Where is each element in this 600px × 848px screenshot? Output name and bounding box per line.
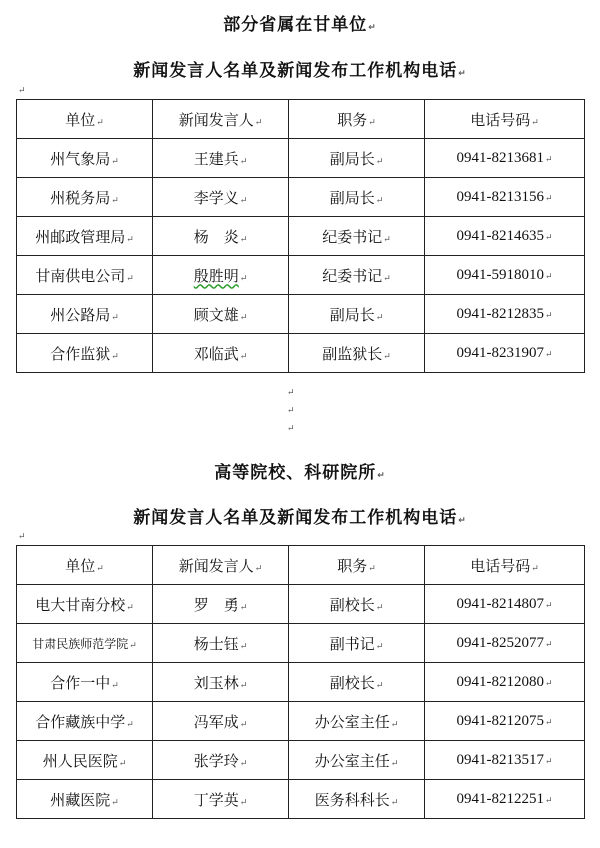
- cell-end-mark-icon: ↵: [544, 231, 553, 242]
- cell-end-mark-icon: ↵: [544, 153, 553, 164]
- cell-end-mark-icon: ↵: [383, 351, 391, 362]
- cell-end-mark-icon: ↵: [375, 641, 384, 652]
- phone-cell-text: 0941-8213156: [456, 188, 544, 205]
- position-cell: [289, 663, 425, 702]
- phone-cell-text: 0941-8214635: [456, 227, 544, 244]
- cell-end-mark-icon: ↵: [239, 797, 248, 808]
- section1-table: [16, 99, 585, 373]
- unit-cell: [17, 295, 153, 334]
- position-cell: [289, 256, 425, 295]
- unit-cell-text: 电大甘南分校: [35, 595, 126, 614]
- cell-end-mark-icon: ↵: [375, 602, 384, 613]
- column-header-text: 职务: [337, 556, 368, 575]
- spokesperson-cell: [153, 139, 289, 178]
- phone-cell-text: 0941-8213517: [456, 751, 544, 768]
- phone-cell: [425, 780, 585, 819]
- cell-end-mark-icon: ↵: [383, 273, 391, 284]
- cell-end-mark-icon: ↵: [129, 640, 137, 651]
- cell-end-mark-icon: ↵: [544, 638, 553, 649]
- cell-end-mark-icon: ↵: [239, 641, 248, 652]
- unit-cell-text: 合作监狱: [50, 344, 111, 363]
- column-header: [153, 546, 289, 585]
- cell-end-mark-icon: ↵: [239, 758, 248, 769]
- spokesperson-cell: [153, 178, 289, 217]
- cell-end-mark-icon: ↵: [531, 117, 539, 128]
- position-cell: [289, 139, 425, 178]
- paragraph-mark-icon: ↵: [287, 388, 295, 398]
- section1-title: 部分省属在甘单位↵: [223, 15, 377, 35]
- unit-cell: [17, 780, 153, 819]
- column-header: [289, 100, 425, 139]
- paragraph-mark-icon: ↵: [368, 23, 377, 33]
- phone-cell: [425, 334, 585, 373]
- column-header-text: 单位: [65, 110, 96, 129]
- unit-cell-text: 州税务局: [50, 188, 111, 207]
- unit-cell: [17, 741, 153, 780]
- phone-cell: [425, 624, 585, 663]
- cell-end-mark-icon: ↵: [239, 719, 248, 730]
- spokesperson-cell: [153, 624, 289, 663]
- spokesperson-cell: [153, 256, 289, 295]
- unit-cell-text: 合作一中: [50, 673, 111, 692]
- cell-end-mark-icon: ↵: [368, 563, 376, 574]
- section2-subtitle: 新闻发言人名单及新闻发布工作机构电话↵: [133, 508, 467, 528]
- paragraph-mark-icon: ↵: [377, 471, 386, 481]
- unit-cell-text: 甘肃民族师范学院: [32, 636, 129, 651]
- spokesperson-cell: [153, 334, 289, 373]
- spokesperson-cell-text: 杨士钰: [193, 634, 239, 653]
- position-cell: [289, 295, 425, 334]
- spokesperson-cell-text: 王建兵: [193, 149, 239, 168]
- phone-cell-text: 0941-8231907: [456, 344, 544, 361]
- cell-end-mark-icon: ↵: [111, 797, 119, 808]
- cell-end-mark-icon: ↵: [390, 797, 399, 808]
- paragraph-mark-icon: ↵: [458, 69, 467, 79]
- cell-end-mark-icon: ↵: [254, 563, 263, 574]
- cell-end-mark-icon: ↵: [375, 195, 384, 206]
- table-row: [17, 256, 585, 295]
- position-cell-text: 副监狱长: [322, 344, 383, 363]
- paragraph-mark-icon: ↵: [18, 532, 26, 542]
- section2-table: [16, 545, 585, 819]
- position-cell-text: 副局长: [329, 188, 375, 207]
- phone-cell: [425, 741, 585, 780]
- phone-cell-text: 0941-5918010: [456, 266, 544, 283]
- unit-cell: [17, 217, 153, 256]
- unit-cell-text: 甘南供电公司: [35, 266, 126, 285]
- unit-cell: [17, 624, 153, 663]
- cell-end-mark-icon: ↵: [111, 195, 119, 206]
- table-row: [17, 741, 585, 780]
- spokesperson-cell: [153, 295, 289, 334]
- column-header: [17, 100, 153, 139]
- column-header: [425, 546, 585, 585]
- position-cell-text: 副书记: [329, 634, 375, 653]
- cell-end-mark-icon: ↵: [375, 156, 384, 167]
- position-cell: [289, 780, 425, 819]
- cell-end-mark-icon: ↵: [254, 117, 263, 128]
- spokesperson-cell-text: 邓临武: [193, 344, 239, 363]
- paragraph-mark-icon: ↵: [458, 516, 467, 526]
- paragraph-mark-icon: ↵: [287, 424, 295, 434]
- spokesperson-cell-text: 杨 炎: [193, 227, 239, 246]
- position-cell-text: 副校长: [329, 595, 375, 614]
- phone-cell: [425, 178, 585, 217]
- cell-end-mark-icon: ↵: [383, 234, 391, 245]
- position-cell: [289, 334, 425, 373]
- cell-end-mark-icon: ↵: [239, 195, 248, 206]
- phone-cell-text: 0941-8214807: [456, 595, 544, 612]
- column-header-text: 新闻发言人: [178, 110, 254, 129]
- cell-end-mark-icon: ↵: [544, 677, 553, 688]
- table-row: [17, 663, 585, 702]
- spokesperson-cell: [153, 741, 289, 780]
- unit-cell-text: 州藏医院: [50, 790, 111, 809]
- cell-end-mark-icon: ↵: [544, 599, 553, 610]
- spokesperson-cell-text: 丁学英: [193, 790, 239, 809]
- table-row: [17, 624, 585, 663]
- unit-cell-text: 州人民医院: [42, 751, 118, 770]
- position-cell: [289, 741, 425, 780]
- position-cell: [289, 178, 425, 217]
- table-row: [17, 178, 585, 217]
- table-header-row: [17, 546, 585, 585]
- spokesperson-cell: [153, 702, 289, 741]
- unit-cell: [17, 585, 153, 624]
- column-header-text: 电话号码: [470, 110, 531, 129]
- section2-title: 高等院校、科研院所↵: [214, 463, 386, 483]
- cell-end-mark-icon: ↵: [126, 273, 134, 284]
- phone-cell-text: 0941-8212075: [456, 712, 544, 729]
- phone-cell-text: 0941-8212080: [456, 673, 544, 690]
- unit-cell: [17, 663, 153, 702]
- phone-cell-text: 0941-8213681: [456, 149, 544, 166]
- phone-cell: [425, 663, 585, 702]
- spokesperson-cell-text: 冯军成: [193, 712, 239, 731]
- spokesperson-cell-text: 张学玲: [193, 751, 239, 770]
- cell-end-mark-icon: ↵: [375, 312, 384, 323]
- spokesperson-cell: [153, 780, 289, 819]
- unit-cell: [17, 256, 153, 295]
- section1-subtitle: 新闻发言人名单及新闻发布工作机构电话↵: [133, 61, 467, 81]
- phone-cell: [425, 702, 585, 741]
- paragraph-mark-icon: ↵: [18, 86, 26, 96]
- table-row: [17, 585, 585, 624]
- cell-end-mark-icon: ↵: [544, 755, 553, 766]
- phone-cell-text: 0941-8252077: [456, 634, 544, 651]
- spokesperson-cell-text: 罗 勇: [193, 595, 239, 614]
- cell-end-mark-icon: ↵: [239, 351, 248, 362]
- spokesperson-cell-text: 殷胜明: [193, 266, 239, 285]
- unit-cell-text: 州邮政管理局: [35, 227, 126, 246]
- column-header: [289, 546, 425, 585]
- column-header-text: 单位: [65, 556, 96, 575]
- position-cell: [289, 702, 425, 741]
- cell-end-mark-icon: ↵: [544, 348, 553, 359]
- cell-end-mark-icon: ↵: [111, 680, 119, 691]
- cell-end-mark-icon: ↵: [390, 719, 399, 730]
- unit-cell: [17, 139, 153, 178]
- position-cell-text: 副校长: [329, 673, 375, 692]
- position-cell-text: 纪委书记: [322, 227, 383, 246]
- table-row: [17, 702, 585, 741]
- phone-cell: [425, 256, 585, 295]
- position-cell: [289, 624, 425, 663]
- cell-end-mark-icon: ↵: [239, 312, 248, 323]
- position-cell: [289, 585, 425, 624]
- cell-end-mark-icon: ↵: [111, 156, 119, 167]
- cell-end-mark-icon: ↵: [239, 156, 248, 167]
- table-row: [17, 217, 585, 256]
- position-cell-text: 医务科科长: [314, 790, 390, 809]
- cell-end-mark-icon: ↵: [544, 270, 553, 281]
- table-row: [17, 295, 585, 334]
- cell-end-mark-icon: ↵: [531, 563, 539, 574]
- table-header-row: [17, 100, 585, 139]
- cell-end-mark-icon: ↵: [118, 758, 127, 769]
- column-header-text: 电话号码: [470, 556, 531, 575]
- cell-end-mark-icon: ↵: [126, 602, 134, 613]
- cell-end-mark-icon: ↵: [126, 234, 134, 245]
- position-cell-text: 纪委书记: [322, 266, 383, 285]
- unit-cell-text: 州气象局: [50, 149, 111, 168]
- position-cell: [289, 217, 425, 256]
- unit-cell: [17, 702, 153, 741]
- paragraph-mark-icon: ↵: [287, 406, 295, 416]
- spokesperson-cell: [153, 217, 289, 256]
- position-cell-text: 副局长: [329, 305, 375, 324]
- column-header-text: 新闻发言人: [178, 556, 254, 575]
- table-row: [17, 139, 585, 178]
- phone-cell: [425, 217, 585, 256]
- cell-end-mark-icon: ↵: [544, 192, 553, 203]
- phone-cell-text: 0941-8212251: [456, 790, 544, 807]
- phone-cell: [425, 585, 585, 624]
- table-row: [17, 334, 585, 373]
- phone-cell-text: 0941-8212835: [456, 305, 544, 322]
- column-header: [425, 100, 585, 139]
- cell-end-mark-icon: ↵: [126, 719, 134, 730]
- cell-end-mark-icon: ↵: [544, 716, 553, 727]
- cell-end-mark-icon: ↵: [390, 758, 399, 769]
- spokesperson-cell-text: 刘玉林: [193, 673, 239, 692]
- position-cell-text: 副局长: [329, 149, 375, 168]
- phone-cell: [425, 295, 585, 334]
- column-header-text: 职务: [337, 110, 368, 129]
- cell-end-mark-icon: ↵: [544, 309, 553, 320]
- unit-cell: [17, 334, 153, 373]
- cell-end-mark-icon: ↵: [96, 563, 104, 574]
- cell-end-mark-icon: ↵: [239, 234, 248, 245]
- cell-end-mark-icon: ↵: [375, 680, 384, 691]
- phone-cell: [425, 139, 585, 178]
- cell-end-mark-icon: ↵: [368, 117, 376, 128]
- spokesperson-cell-text: 顾文雄: [193, 305, 239, 324]
- table-row: [17, 780, 585, 819]
- unit-cell-text: 合作藏族中学: [35, 712, 126, 731]
- cell-end-mark-icon: ↵: [239, 680, 248, 691]
- cell-end-mark-icon: ↵: [544, 794, 553, 805]
- position-cell-text: 办公室主任: [314, 751, 390, 770]
- column-header: [17, 546, 153, 585]
- column-header: [153, 100, 289, 139]
- cell-end-mark-icon: ↵: [239, 273, 248, 284]
- spokesperson-cell: [153, 663, 289, 702]
- cell-end-mark-icon: ↵: [239, 602, 248, 613]
- cell-end-mark-icon: ↵: [96, 117, 104, 128]
- spokesperson-cell-text: 李学义: [193, 188, 239, 207]
- cell-end-mark-icon: ↵: [111, 351, 119, 362]
- spokesperson-cell: [153, 585, 289, 624]
- unit-cell: [17, 178, 153, 217]
- unit-cell-text: 州公路局: [50, 305, 111, 324]
- cell-end-mark-icon: ↵: [111, 312, 119, 323]
- position-cell-text: 办公室主任: [314, 712, 390, 731]
